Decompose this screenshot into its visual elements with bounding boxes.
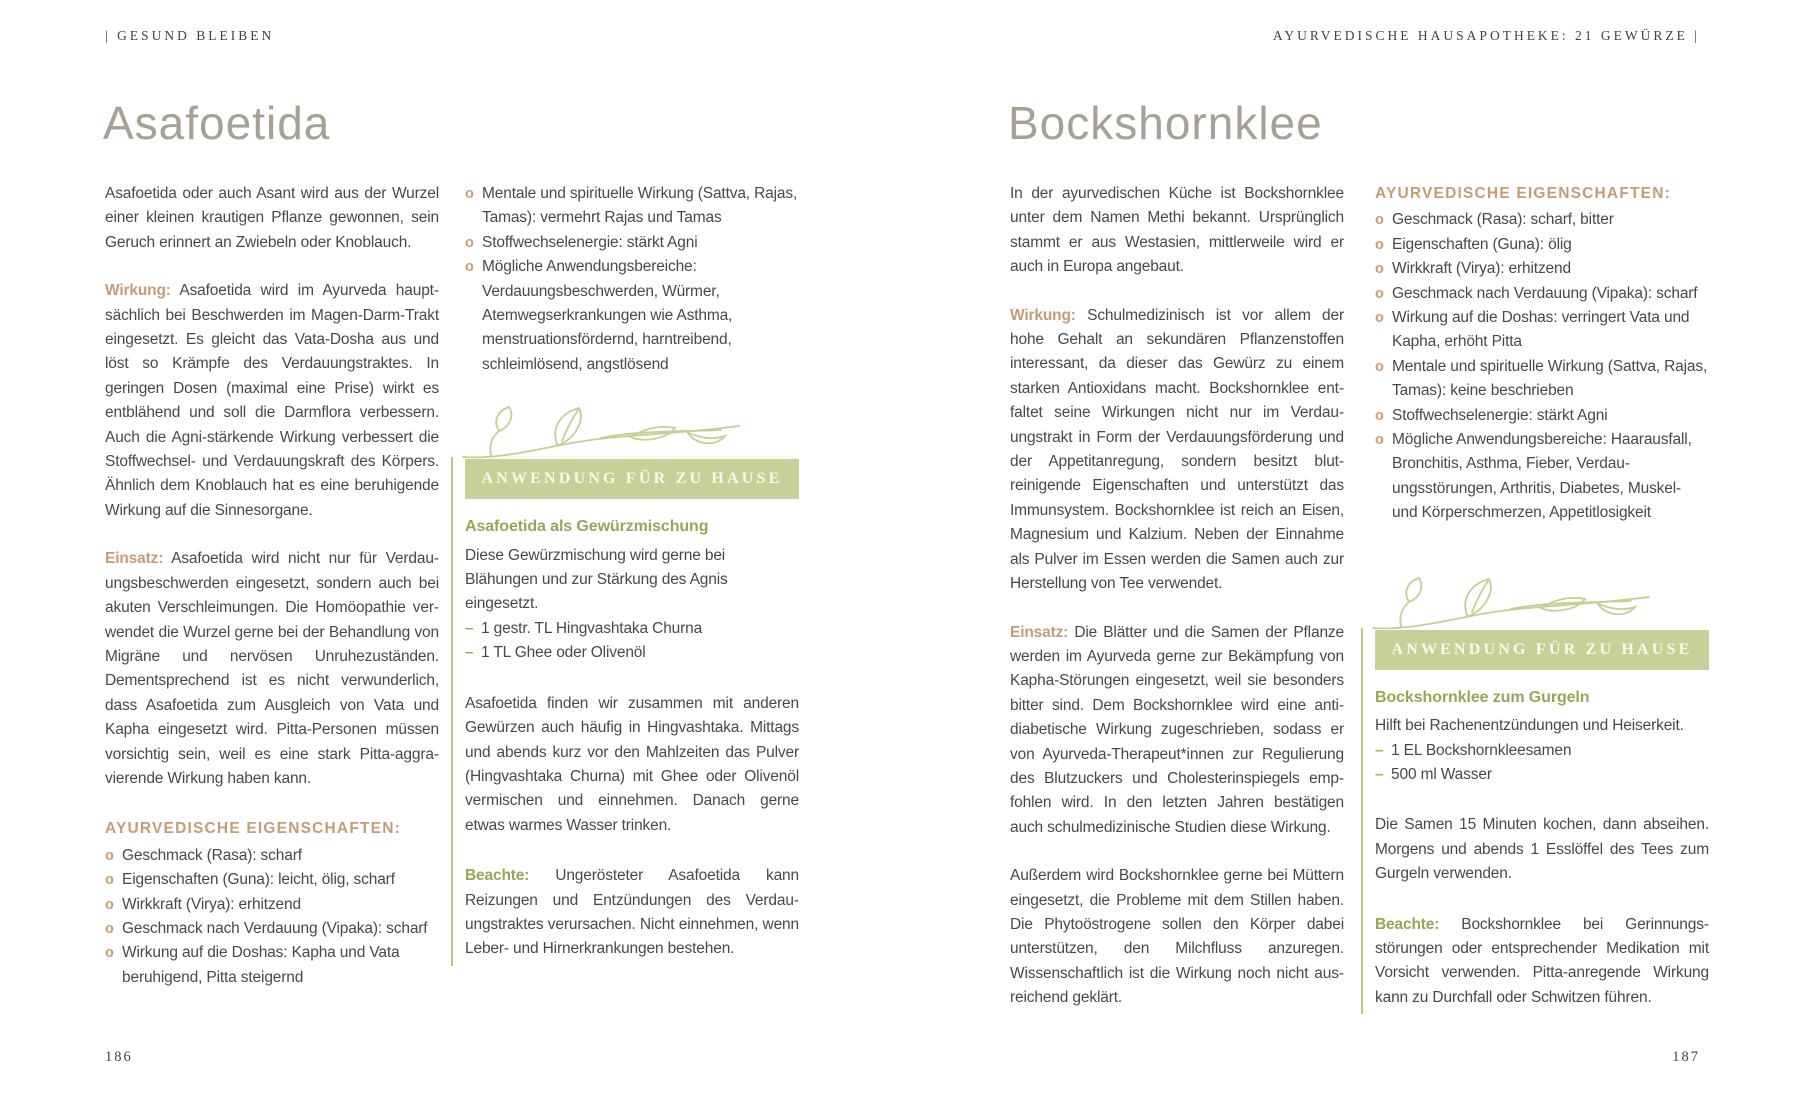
page-number-right: 187 bbox=[1672, 1049, 1700, 1065]
einsatz-label: Einsatz: bbox=[1010, 623, 1069, 641]
wirkung-paragraph: Wirkung: Schulmedizinisch ist vor allem der hohe Gehalt an sekundären Pflanzenstoffen interessant, da dieser das Gewürz zu einem starken Antioxidans macht. Bockshornklee entfaltet seine Wirkungen nicht nur im Verdauungstrakt in Form der Verdauungsförderung und der Appetitanregung, sondern besitzt blutreinigende Eigenschaften und unterstützt das Immunsystem. Bockshornklee ist reich an Eisen, Magnesium und Kalzium. Neben der Einnahme als Pulver im Essen werden die Samen auch zur Herstellung von Tee verwendet. bbox=[1010, 306, 1344, 593]
side-rule bbox=[1361, 628, 1363, 1014]
wirkung-label: Wirkung: bbox=[105, 282, 171, 300]
left-page-column-1 bbox=[105, 182, 439, 990]
wirkung-label: Wirkung: bbox=[1010, 306, 1076, 324]
extra-paragraph: Außerdem wird Bockshornklee gerne bei Müttern eingesetzt, die Probleme mit dem Stillen haben. Die Phytoöstrogene sollen den Körper dabei unterstützen, den Milchfluss anzuregen. Wissenschaftlich ist die Wirkung noch nicht ausreichend geklärt. bbox=[1010, 867, 1344, 1007]
bullet-marker: o bbox=[105, 896, 114, 913]
bullet-marker: o bbox=[1375, 212, 1384, 229]
wirkung-paragraph: Wirkung: Asafoetida wird im Ayurveda hauptsächlich bei Beschwerden im Magen-Darm-Trakt eingesetzt. Es gleicht das Vata-Dosha aus und löst so Krämpfe des Verdauungstraktes. In geringen Dosen (maximal eine Prise) wirkt es entblähend und soll die Darmflora verbessern. Auch die Agni-stärkende Wirkung verbessert die Stoffwechsel- und Verdauungskraft des Körpers. Ähnlich dem Knoblauch hat es eine beruhigende Wirkung auf die Sinnesorgane. bbox=[105, 282, 439, 519]
property-item: o Wirkung auf die Doshas: verringert Vata und Kapha, erhöht Pitta bbox=[1375, 306, 1709, 355]
bullet-marker: o bbox=[1375, 261, 1384, 278]
bullet-marker: o bbox=[105, 920, 114, 937]
recipe-heading: Bockshornklee zum Gurgeln bbox=[1375, 688, 1590, 706]
recipe-instructions: Die Samen 15 Minuten kochen, dann abseihen. Morgens und abends 1 Esslöffel des Tees zum Gurgeln verwenden. bbox=[1375, 816, 1709, 883]
page-title-bockshornklee: Bockshornklee bbox=[1008, 97, 1323, 149]
vine-branch-decoration bbox=[1371, 576, 1651, 630]
properties-list bbox=[1375, 208, 1709, 525]
intro-paragraph: Asafoetida oder auch Asant wird aus der Wurzel einer kleinen krautigen Pflanze gewonnen, sein Geruch erinnert an Zwiebeln oder Knoblauch. bbox=[105, 185, 439, 251]
properties-heading: AYURVEDISCHE EIGENSCHAFTEN: bbox=[105, 820, 401, 838]
property-item: o Mögliche Anwendungsbereiche: Verdauungsbeschwerden, Würmer, Atemwegserkrankungen wie Asthma, menstruationsfördernd, harntreibend, schleimlösend, angstlösend bbox=[465, 255, 799, 377]
bullet-marker: o bbox=[1375, 310, 1384, 327]
recipe-note: Beachte: Ungerösteter Asafoetida kann Reizungen und Entzündungen des Verdauungstraktes verursachen. Nicht einnehmen, wenn Leber- und Hirnerkrankungen bestehen. bbox=[465, 867, 799, 958]
page-title-asafoetida: Asafoetida bbox=[103, 97, 331, 149]
bullet-marker: o bbox=[105, 847, 114, 864]
property-item: o Wirkkraft (Virya): erhitzend bbox=[105, 893, 439, 917]
page-number-left: 186 bbox=[105, 1049, 133, 1065]
property-item: o Wirkung auf die Doshas: Kapha und Vata beruhigend, Pitta steigernd bbox=[105, 941, 439, 990]
ingredient-list bbox=[465, 617, 799, 666]
property-item: o Mentale und spirituelle Wirkung (Sattva, Rajas, Tamas): keine beschrieben bbox=[1375, 355, 1709, 404]
properties-heading: AYURVEDISCHE EIGENSCHAFTEN: bbox=[1375, 185, 1671, 202]
beachte-label: Beachte: bbox=[1375, 915, 1440, 933]
einsatz-paragraph: Einsatz: Asafoetida wird nicht nur für Verdauungsbeschwerden eingesetzt, sondern auch bei akuten Verschleimungen. Die Homöopathie verwendet die Wurzel gerne bei der Behandlung von Migräne und nervösen Unruhezuständen. Dementsprechend ist es nicht verwunderlich, dass Asafoetida zum Ausgleich von Vata und Kapha eingesetzt wird. Pitta-Personen müssen vorsichtig sein, weil es eine stark Pitta-aggravierende Wirkung haben kann. bbox=[105, 550, 439, 787]
ingredient-item: – 1 EL Bockshornkleesamen bbox=[1375, 739, 1709, 763]
running-head-right: AYURVEDISCHE HAUSAPOTHEKE: 21 GEWÜRZE | bbox=[1272, 28, 1700, 43]
bullet-marker: o bbox=[105, 945, 114, 962]
dash-marker: – bbox=[1375, 741, 1384, 759]
bullet-marker: o bbox=[465, 234, 474, 251]
recipe-instructions: Asafoetida finden wir zusammen mit anderen Gewürzen auch häufig in Hingvashtaka. Mittags und abends kurz vor den Mahlzeiten das Pulver (Hingvashtaka Churna) mit Ghee oder Olivenöl vermischen und einnehmen. Danach gerne etwas warmes Wasser trinken. bbox=[465, 694, 799, 834]
bullet-marker: o bbox=[1375, 285, 1384, 302]
anwendung-box-bockshornklee bbox=[1375, 576, 1709, 1010]
side-rule bbox=[451, 457, 453, 966]
property-item: o Geschmack nach Verdauung (Vipaka): scharf bbox=[105, 917, 439, 941]
bullet-marker: o bbox=[1375, 358, 1384, 375]
recipe-note: Beachte: Bockshornklee bei Gerinnungsstörungen oder entsprechender Medikation mit Vorsicht verwenden. Pitta-anregende Wirkung kann zu Durchfall oder Schwitzen führen. bbox=[1375, 915, 1709, 1006]
property-item: o Eigenschaften (Guna): ölig bbox=[1375, 233, 1709, 257]
property-item: o Wirkkraft (Virya): erhitzend bbox=[1375, 257, 1709, 281]
property-item: o Mögliche Anwendungsbereiche: Haarausfall, Bronchitis, Asthma, Fieber, Verdauungsstörungen, Arthritis, Diabetes, Muskel- und Körperschmerzen, Appetitlosigkeit bbox=[1375, 428, 1709, 526]
ingredient-list bbox=[1375, 739, 1709, 788]
running-head-left: | GESUND BLEIBEN bbox=[105, 28, 275, 43]
bullet-marker: o bbox=[465, 186, 474, 202]
bullet-marker: o bbox=[1375, 236, 1384, 253]
recipe-intro: Diese Gewürzmischung wird gerne bei Blähungen und zur Stärkung des Agnis eingesetzt. bbox=[465, 546, 728, 613]
recipe-heading: Asafoetida als Gewürzmischung bbox=[465, 518, 709, 536]
right-page-column-2 bbox=[1375, 182, 1709, 1010]
dash-marker: – bbox=[465, 644, 474, 662]
properties-list-continued bbox=[465, 182, 799, 377]
bullet-marker: o bbox=[1375, 432, 1384, 449]
property-item: o Mentale und spirituelle Wirkung (Sattva, Rajas, Tamas): vermehrt Rajas und Tamas bbox=[465, 182, 799, 231]
anwendung-banner: ANWENDUNG FÜR ZU HAUSE bbox=[1375, 630, 1709, 670]
property-item: o Stoffwechselenergie: stärkt Agni bbox=[465, 231, 799, 255]
einsatz-paragraph: Einsatz: Die Blätter und die Samen der Pflanze werden im Ayurveda gerne zur Bekämpfung von Kapha-Störungen eingesetzt, weil sie besonders bitter sind. Dem Bockshornklee wird eine antidiabetische Wirkung zugeschrieben, sodass er von Ayurveda-Therapeut*innen zur Regulierung des Blutzuckers und Cholesterinspiegels empfohlen wird. In den letzten Jahren bestätigen auch schulmedizinische Studien diese Wirkung. bbox=[1010, 623, 1344, 836]
einsatz-label: Einsatz: bbox=[105, 550, 164, 568]
property-item: o Geschmack nach Verdauung (Vipaka): scharf bbox=[1375, 282, 1709, 306]
recipe-intro: Hilft bei Rachenentzündungen und Heiserkeit. bbox=[1375, 717, 1684, 735]
bullet-marker: o bbox=[105, 872, 114, 889]
property-item: o Geschmack (Rasa): scharf bbox=[105, 844, 439, 868]
dash-marker: – bbox=[465, 619, 474, 637]
properties-list bbox=[105, 844, 439, 990]
property-item: o Geschmack (Rasa): scharf, bitter bbox=[1375, 208, 1709, 232]
bullet-marker: o bbox=[1375, 407, 1384, 424]
anwendung-box-asafoetida bbox=[465, 405, 799, 962]
property-item: o Stoffwechselenergie: stärkt Agni bbox=[1375, 404, 1709, 428]
right-page-column-1 bbox=[1010, 182, 1344, 1011]
property-item: o Eigenschaften (Guna): leicht, ölig, scharf bbox=[105, 868, 439, 892]
dash-marker: – bbox=[1375, 765, 1384, 783]
vine-branch-decoration bbox=[461, 405, 741, 459]
intro-paragraph: In der ayurvedischen Küche ist Bockshornklee unter dem Namen Methi bekannt. Ursprünglich stammt er aus Westasien, mittlerweile wird er auch in Europa angebaut. bbox=[1010, 185, 1344, 276]
left-page-column-2 bbox=[465, 182, 799, 962]
ingredient-item: – 1 TL Ghee oder Olivenöl bbox=[465, 641, 799, 665]
bullet-marker: o bbox=[465, 259, 474, 276]
beachte-label: Beachte: bbox=[465, 867, 530, 885]
ingredient-item: – 1 gestr. TL Hingvashtaka Churna bbox=[465, 617, 799, 641]
ingredient-item: – 500 ml Wasser bbox=[1375, 763, 1709, 787]
anwendung-banner: ANWENDUNG FÜR ZU HAUSE bbox=[465, 459, 799, 499]
